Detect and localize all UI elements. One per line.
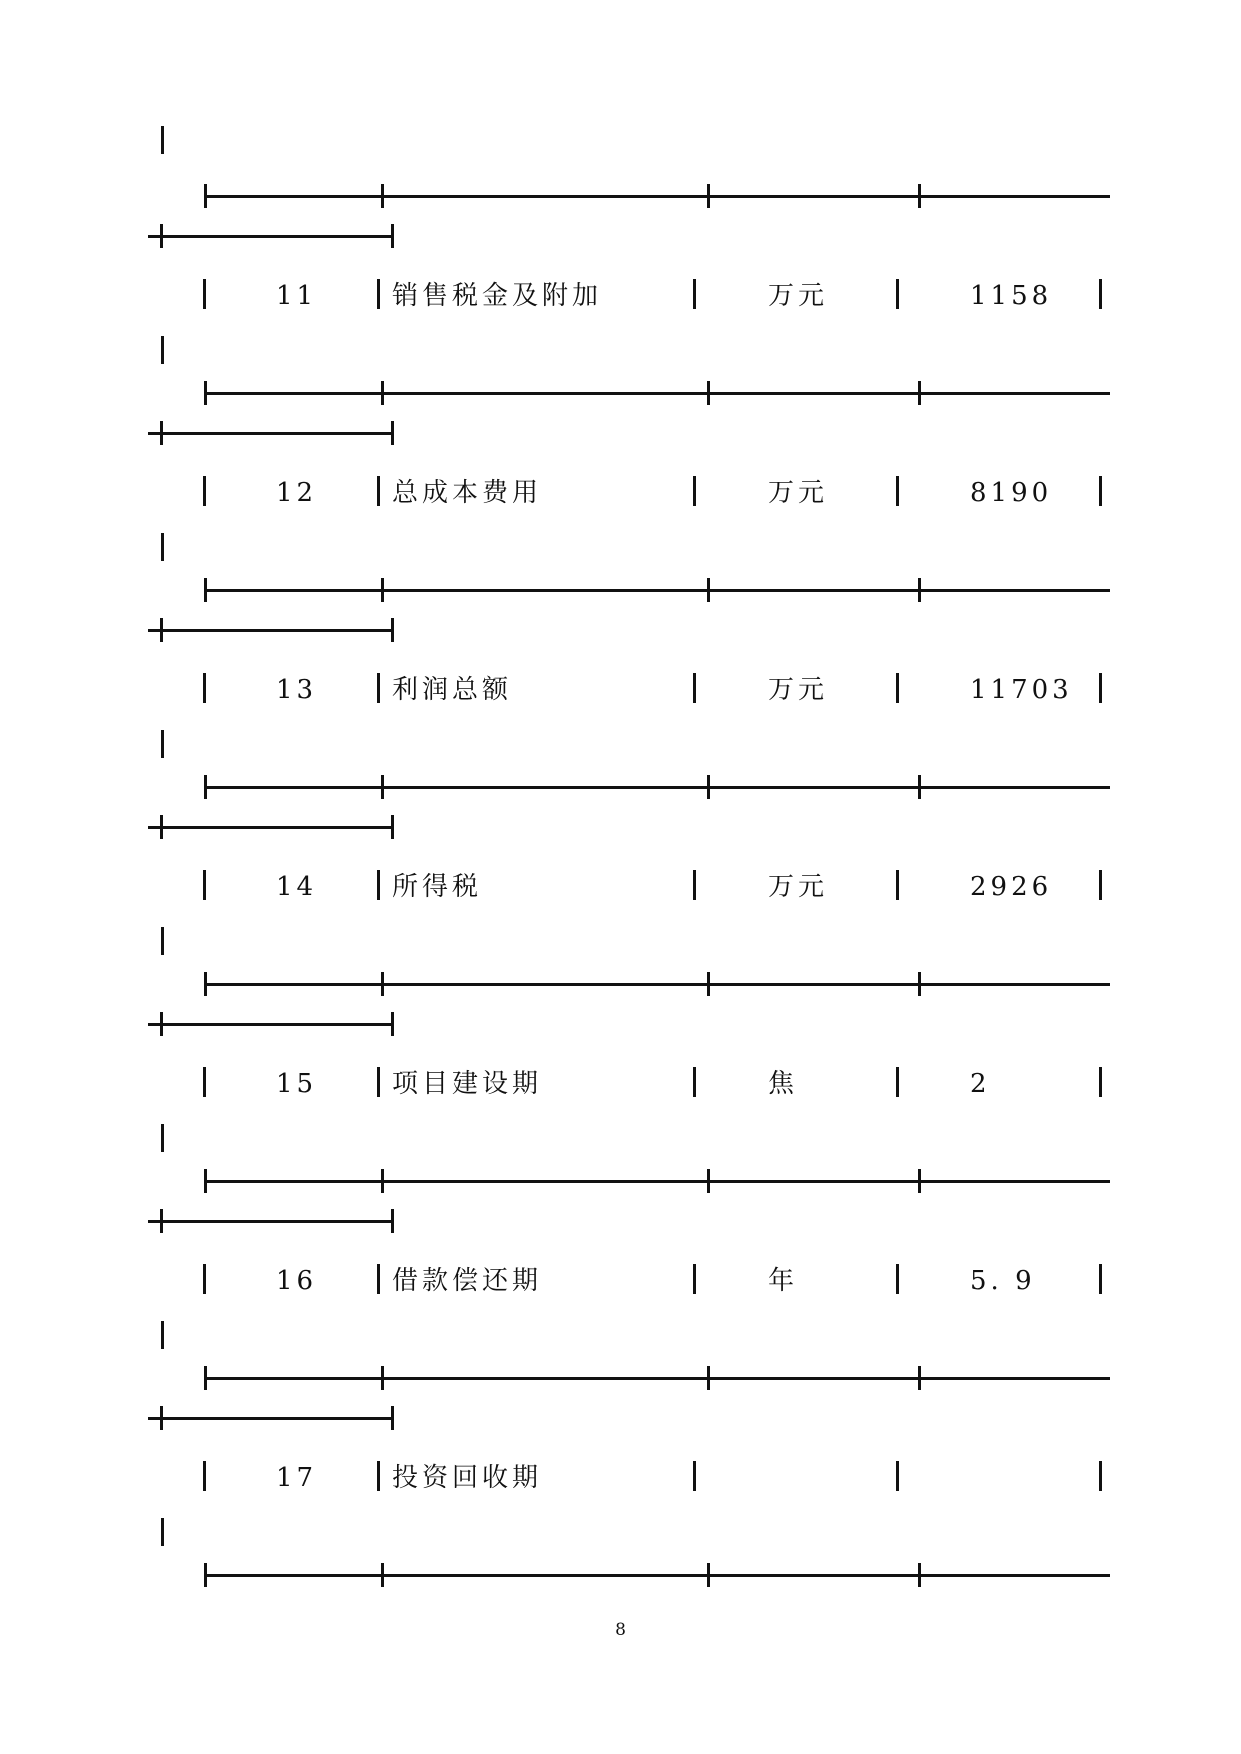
column-tick [381,184,384,208]
cell-border [377,476,380,506]
row-border-fragment [161,1321,164,1349]
column-tick [381,972,384,996]
cell-border [896,1461,899,1491]
row-number: 13 [276,675,318,705]
row-number: 11 [276,281,318,311]
column-tick [918,775,921,799]
cell-border [896,476,899,506]
row-separator-continuation [148,629,393,632]
continuation-start-tick [160,1209,163,1233]
column-tick [707,775,710,799]
page-number: 8 [615,1620,626,1640]
column-tick [918,381,921,405]
unit: 万元 [768,872,829,902]
item-name: 项目建设期 [392,1069,543,1099]
cell-border [377,1067,380,1097]
column-tick [707,381,710,405]
unit: 焦 [768,1069,799,1099]
row-border-fragment [161,533,164,561]
cell-border [203,1461,206,1491]
row-border-fragment [161,1124,164,1152]
column-tick [204,1366,207,1390]
column-tick [918,1366,921,1390]
column-tick [381,1366,384,1390]
value: 11703 [970,675,1073,705]
continuation-end-tick [391,224,394,248]
column-tick [204,1563,207,1587]
cell-border [896,673,899,703]
cell-border [1099,1067,1102,1097]
cell-border [1099,279,1102,309]
cell-border [203,673,206,703]
row-number: 15 [276,1069,318,1099]
value: 2926 [970,872,1053,902]
continuation-end-tick [391,1012,394,1036]
column-tick [381,1169,384,1193]
continuation-end-tick [391,1209,394,1233]
unit: 年 [768,1266,799,1296]
cell-border [203,279,206,309]
column-tick [707,1169,710,1193]
value: 5. 9 [970,1266,1036,1296]
item-name: 投资回收期 [392,1463,543,1493]
column-tick [707,972,710,996]
continuation-end-tick [391,618,394,642]
row-separator-continuation [148,235,393,238]
row-number: 17 [276,1463,318,1493]
cell-border [693,1461,696,1491]
row-border-fragment [161,336,164,364]
item-name: 借款偿还期 [392,1266,543,1296]
cell-border [693,1264,696,1294]
continuation-end-tick [391,1406,394,1430]
continuation-start-tick [160,815,163,839]
cell-border [1099,673,1102,703]
cell-border [896,870,899,900]
row-border-fragment [161,730,164,758]
continuation-start-tick [160,1012,163,1036]
column-tick [381,381,384,405]
column-tick [204,775,207,799]
column-tick [204,578,207,602]
row-number: 14 [276,872,318,902]
column-tick [381,578,384,602]
column-tick [707,1366,710,1390]
column-tick [918,972,921,996]
unit: 万元 [768,281,829,311]
column-tick [381,775,384,799]
row-border-fragment [161,1518,164,1546]
row-separator-continuation [148,1023,393,1026]
row-separator-line [204,1377,1110,1380]
cell-border [693,279,696,309]
cell-border [1099,870,1102,900]
row-border-fragment [161,927,164,955]
row-separator-continuation [148,1417,393,1420]
column-tick [707,184,710,208]
cell-border [377,673,380,703]
row-separator-continuation [148,432,393,435]
column-tick [707,578,710,602]
cell-border [203,1067,206,1097]
row-separator-continuation [148,1220,393,1223]
cell-border [896,279,899,309]
item-name: 销售税金及附加 [392,281,603,311]
value: 1158 [970,281,1053,311]
item-name: 总成本费用 [392,478,543,508]
row-separator-line [204,392,1110,395]
column-tick [918,1169,921,1193]
item-name: 所得税 [392,872,483,902]
column-tick [204,972,207,996]
row-separator-line [204,786,1110,789]
cell-border [896,1264,899,1294]
cell-border [203,1264,206,1294]
cell-border [693,673,696,703]
column-tick [707,1563,710,1587]
cell-border [203,476,206,506]
column-tick [204,1169,207,1193]
cell-border [1099,476,1102,506]
continuation-start-tick [160,618,163,642]
unit: 万元 [768,478,829,508]
cell-border [377,1461,380,1491]
column-tick [381,1563,384,1587]
row-separator-line [204,983,1110,986]
column-tick [918,578,921,602]
value: 8190 [970,478,1053,508]
continuation-end-tick [391,421,394,445]
cell-border [693,476,696,506]
row-separator-line [204,1180,1110,1183]
cell-border [896,1067,899,1097]
cell-border [377,279,380,309]
continuation-start-tick [160,224,163,248]
row-separator-continuation [148,826,393,829]
cell-border [377,870,380,900]
cell-border [377,1264,380,1294]
continuation-start-tick [160,1406,163,1430]
row-separator-line [204,195,1110,198]
cell-border [1099,1264,1102,1294]
column-tick [204,381,207,405]
column-tick [918,184,921,208]
row-number: 16 [276,1266,318,1296]
cell-border [1099,1461,1102,1491]
row-separator-line [204,589,1110,592]
cell-border [693,870,696,900]
item-name: 利润总额 [392,675,513,705]
row-number: 12 [276,478,318,508]
cell-border [203,870,206,900]
table-bottom-line [204,1574,1110,1577]
table-border-fragment [161,126,164,154]
cell-border [693,1067,696,1097]
column-tick [918,1563,921,1587]
continuation-start-tick [160,421,163,445]
continuation-end-tick [391,815,394,839]
column-tick [204,184,207,208]
unit: 万元 [768,675,829,705]
value: 2 [970,1069,991,1099]
